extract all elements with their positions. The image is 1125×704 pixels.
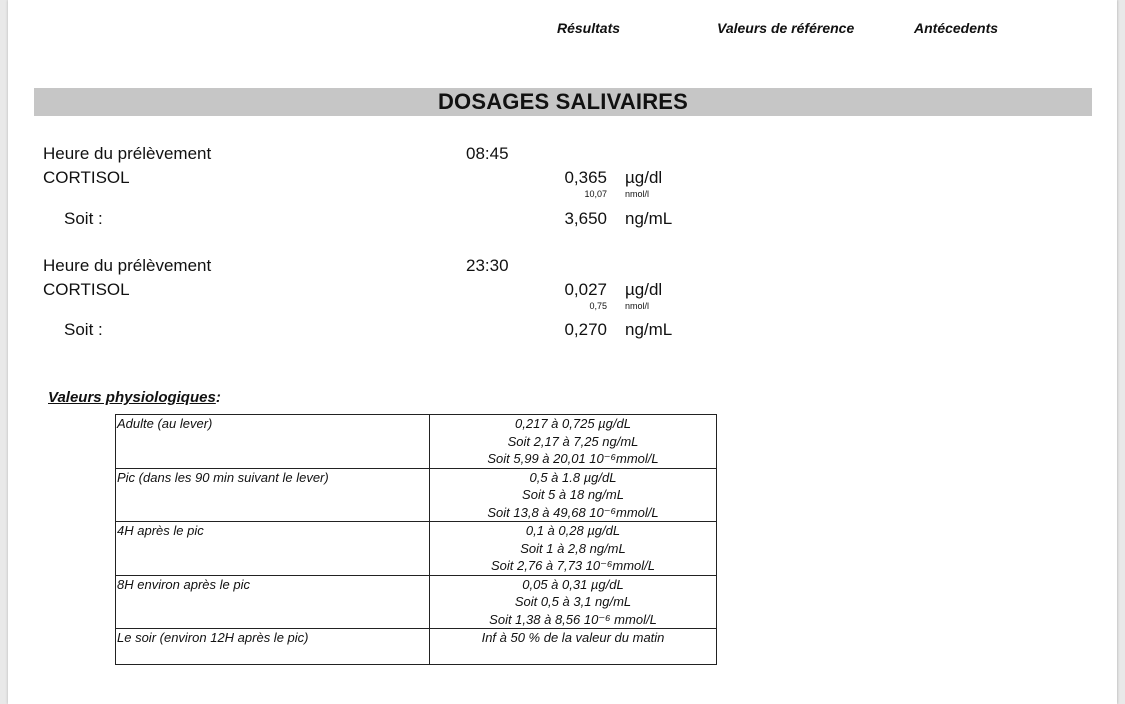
value-line: Soit 2,76 à 7,73 10⁻⁶mmol/L xyxy=(490,558,656,573)
value-line: 0,1 à 0,28 µg/dL xyxy=(525,523,621,538)
sample-time-label: Heure du prélèvement xyxy=(43,144,212,163)
physio-title-text: Valeurs physiologiques xyxy=(48,389,216,406)
value-line: 0,217 à 0,725 µg/dL xyxy=(515,416,631,431)
table-row xyxy=(116,468,717,522)
row-values xyxy=(430,522,717,576)
value-line: Soit 1,38 à 8,56 10⁻⁶ mmol/L xyxy=(489,611,657,627)
result-alt-value: 0,75 xyxy=(589,301,607,311)
result-alt-unit: nmol/l xyxy=(625,189,650,199)
sample-time-value: 08:45 xyxy=(466,144,509,163)
row-label: Pic (dans les 90 min suivant le lever) xyxy=(116,468,430,522)
row-values xyxy=(430,629,717,665)
analyte-name: CORTISOL xyxy=(43,168,130,187)
soit-unit: ng/mL xyxy=(625,320,673,339)
value-line: Soit 13,8 à 49,68 10⁻⁶mmol/L xyxy=(487,504,659,520)
value-line: Soit 5 à 18 ng/mL xyxy=(522,487,624,502)
section-header-bar xyxy=(34,88,1092,116)
sample-time-value: 23:30 xyxy=(466,256,509,275)
physio-title xyxy=(48,389,221,406)
value-line: 0,5 à 1.8 µg/dL xyxy=(529,469,617,485)
table-row xyxy=(116,575,717,629)
result-alt-value: 10,07 xyxy=(584,189,607,199)
row-values xyxy=(430,468,717,522)
section-title: DOSAGES SALIVAIRES xyxy=(437,89,689,114)
table-row xyxy=(116,629,717,665)
table-row xyxy=(116,522,717,576)
result-alt-unit: nmol/l xyxy=(625,301,650,311)
value-line: Soit 0,5 à 3,1 ng/mL xyxy=(514,594,632,609)
result-unit: µg/dl xyxy=(625,280,663,299)
reference-values-table xyxy=(115,414,717,665)
table-row xyxy=(116,415,717,469)
row-values xyxy=(430,415,717,469)
row-label: Adulte (au lever) xyxy=(116,415,430,469)
result-unit: µg/dl xyxy=(625,168,663,187)
value-line: Inf à 50 % de la valeur du matin xyxy=(481,630,665,645)
value-line: Soit 2,17 à 7,25 ng/mL xyxy=(507,433,639,449)
result-value: 0,365 xyxy=(564,168,607,187)
soit-value: 3,650 xyxy=(564,209,607,228)
row-label: 8H environ après le pic xyxy=(116,575,430,629)
soit-value: 0,270 xyxy=(564,320,607,339)
sample-time-label: Heure du prélèvement xyxy=(43,256,212,275)
analyte-name: CORTISOL xyxy=(43,280,130,299)
column-header-results: Résultats xyxy=(557,20,621,36)
row-values xyxy=(430,575,717,629)
report-page xyxy=(8,0,1117,704)
row-label: Le soir (environ 12H après le pic) xyxy=(116,629,430,665)
result-value: 0,027 xyxy=(564,280,607,299)
soit-unit: ng/mL xyxy=(625,209,673,228)
physio-title-colon: : xyxy=(215,389,221,406)
column-header-reference: Valeurs de référence xyxy=(717,20,855,36)
value-line: 0,05 à 0,31 µg/dL xyxy=(522,576,624,592)
soit-label: Soit : xyxy=(64,320,103,339)
value-line: Soit 5,99 à 20,01 10⁻⁶mmol/L xyxy=(487,451,659,466)
row-label: 4H après le pic xyxy=(116,522,430,576)
column-header-history: Antécedents xyxy=(914,20,999,36)
soit-label: Soit : xyxy=(64,209,103,228)
value-line: Soit 1 à 2,8 ng/mL xyxy=(520,540,626,556)
